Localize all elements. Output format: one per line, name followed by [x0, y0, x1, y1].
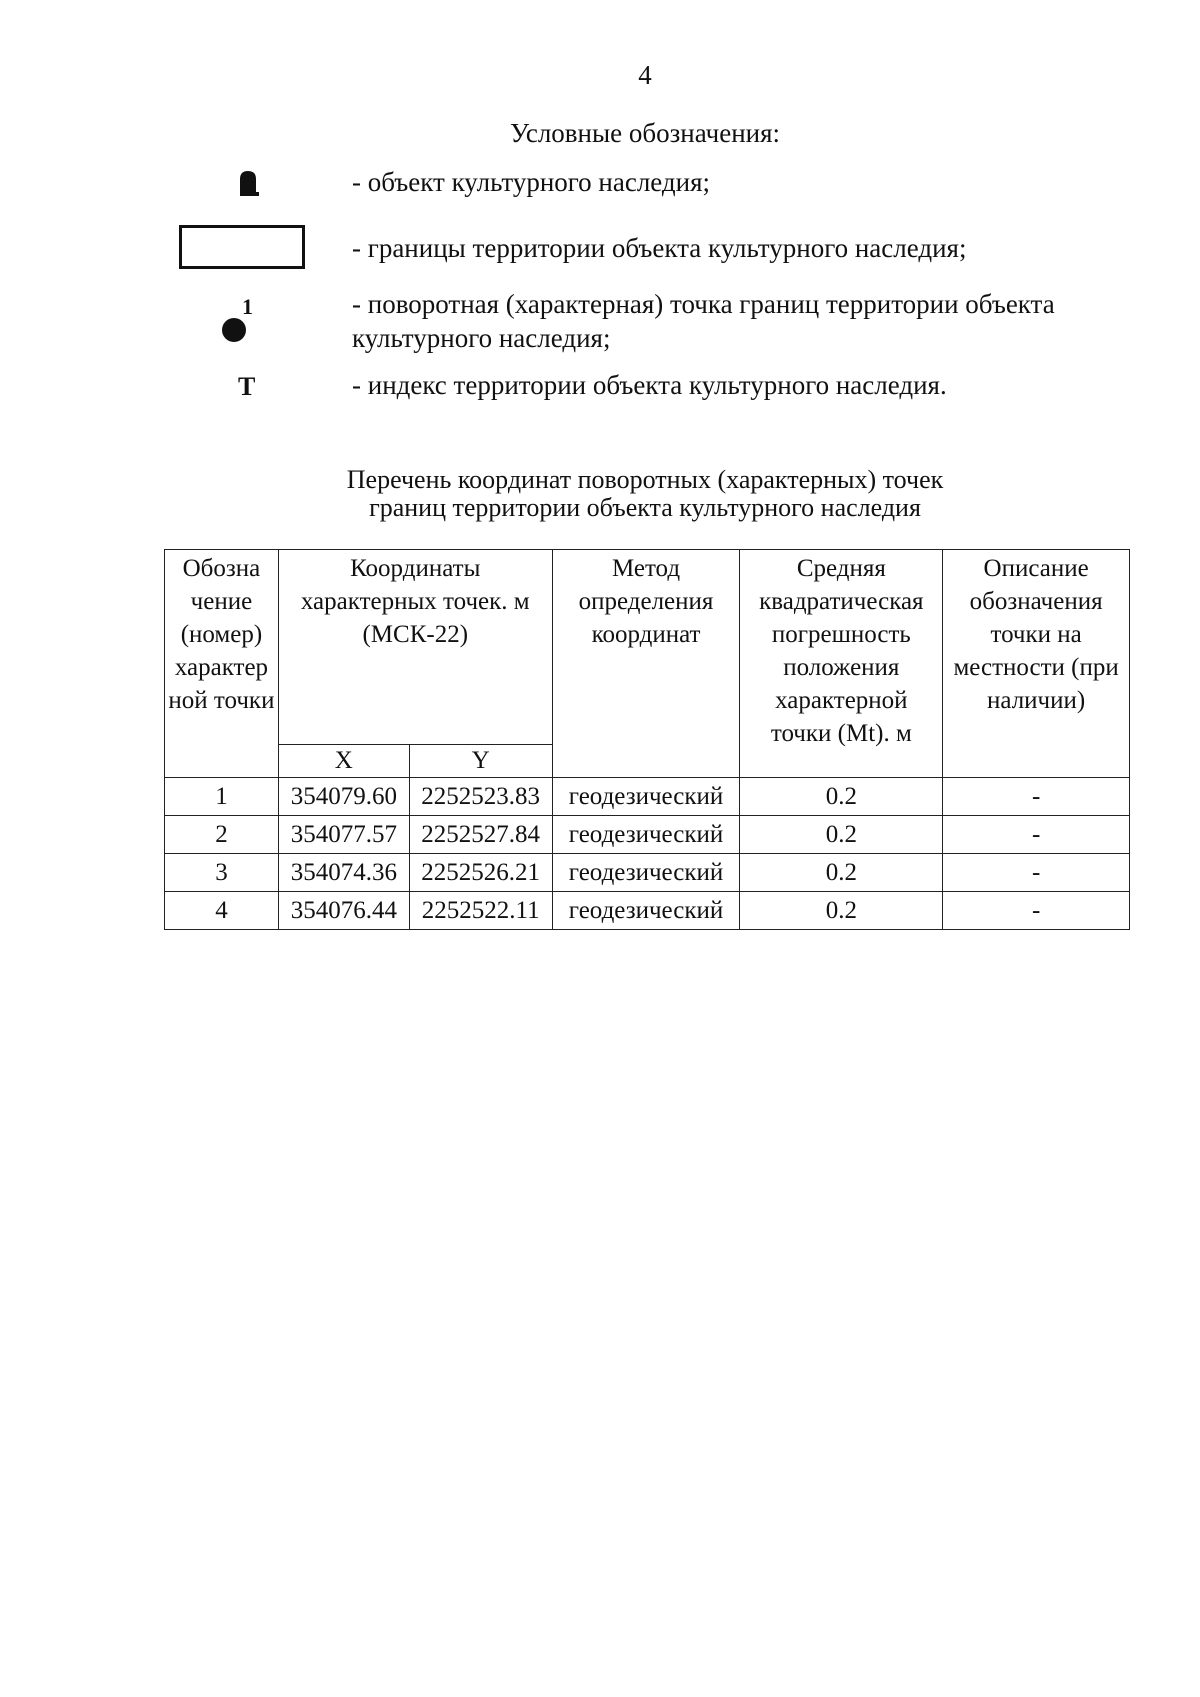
- cell-x: 354074.36: [278, 854, 409, 892]
- cell-description: -: [943, 892, 1130, 930]
- table-row: [165, 854, 1130, 892]
- cell-method: геодезический: [552, 892, 740, 930]
- header-x: X: [278, 745, 409, 778]
- cell-error: 0.2: [740, 778, 943, 816]
- header-y: Y: [409, 745, 552, 778]
- cell-x: 354079.60: [278, 778, 409, 816]
- turning-point-label: 1: [242, 294, 253, 319]
- cell-point: 1: [165, 778, 279, 816]
- cell-description: -: [943, 854, 1130, 892]
- cell-point: 4: [165, 892, 279, 930]
- table-row: [165, 778, 1130, 816]
- header-method: Метод определения координат: [552, 550, 740, 778]
- cell-y: 2252522.11: [409, 892, 552, 930]
- cell-error: 0.2: [740, 816, 943, 854]
- header-error: Средняя квадратическая погрешность положения характерной точки (Mt). м: [740, 550, 943, 778]
- table-title-line: границ территории объекта культурного наследия: [369, 493, 921, 522]
- legend-title: Условные обозначения:: [509, 118, 781, 148]
- cell-method: геодезический: [552, 854, 740, 892]
- table-title: [0, 466, 1200, 522]
- cell-method: геодезический: [552, 778, 740, 816]
- table-row: [165, 816, 1130, 854]
- cell-method: геодезический: [552, 816, 740, 854]
- cell-description: -: [943, 778, 1130, 816]
- monument-icon: [237, 170, 259, 196]
- legend-text: - индекс территории объекта культурного наследия.: [352, 370, 947, 400]
- table-title-line: Перечень координат поворотных (характерных) точек: [346, 465, 944, 494]
- turning-point-icon: [222, 294, 262, 342]
- cell-error: 0.2: [740, 854, 943, 892]
- header-coords: Координаты характерных точек. м (МСК-22): [278, 550, 552, 745]
- cell-x: 354077.57: [278, 816, 409, 854]
- cell-x: 354076.44: [278, 892, 409, 930]
- table-header-row: [165, 550, 1130, 745]
- boundary-rect-icon: [179, 225, 305, 269]
- table-row: [165, 892, 1130, 930]
- coordinates-table: [164, 549, 1130, 930]
- cell-point: 2: [165, 816, 279, 854]
- cell-description: -: [943, 816, 1130, 854]
- page-number: 4: [638, 60, 652, 90]
- cell-point: 3: [165, 854, 279, 892]
- legend-text: - поворотная (характерная) точка границ территории объекта культурного наследия;: [352, 289, 1055, 353]
- territory-index-icon: Т: [238, 372, 256, 401]
- header-description: Описание обозначения точки на местности (при наличии): [943, 550, 1130, 778]
- cell-error: 0.2: [740, 892, 943, 930]
- legend-text: - границы территории объекта культурного наследия;: [352, 233, 967, 263]
- header-point: Обозна чение (номер) характер ной точки: [165, 550, 279, 778]
- legend-text: - объект культурного наследия;: [352, 167, 711, 197]
- cell-y: 2252523.83: [409, 778, 552, 816]
- cell-y: 2252526.21: [409, 854, 552, 892]
- cell-y: 2252527.84: [409, 816, 552, 854]
